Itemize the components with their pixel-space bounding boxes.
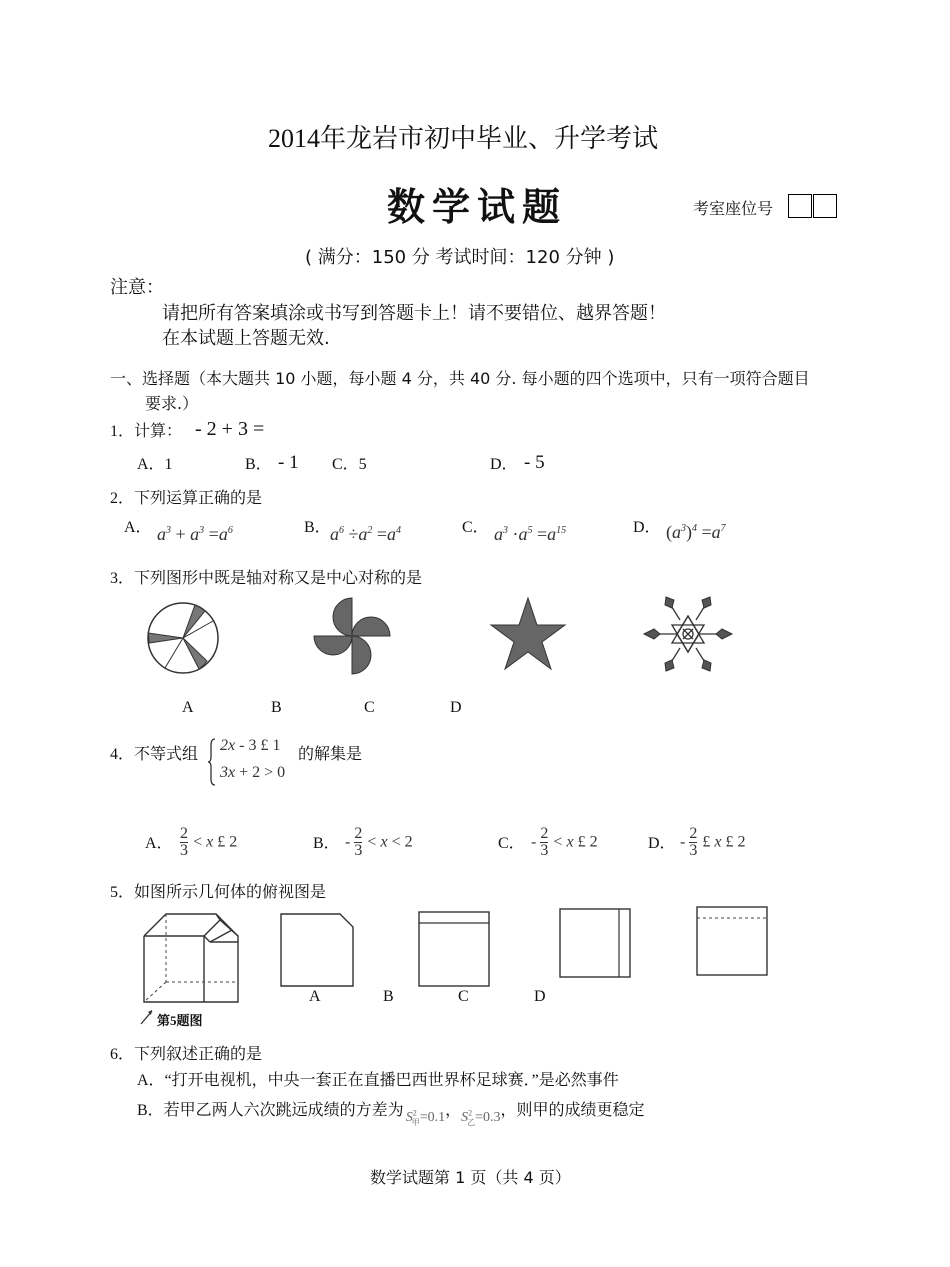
notice-line-1: 请把所有答案填涂或书写到答题卡上！请不要错位、越界答题！: [162, 303, 666, 324]
q4-option-c-formula: - 2 3 < x £ 2: [531, 825, 598, 859]
q2-option-b-label: B．: [304, 519, 331, 536]
q2-option-d-label: D．: [633, 519, 661, 536]
q1-option-d-label: D．: [490, 456, 518, 473]
q4-option-a-label: A．: [145, 835, 173, 852]
q2-option-a-formula: $a^3 + a^3 =a^6$: [157, 524, 233, 544]
q4-stem-tail: 的解集是: [298, 746, 363, 763]
q3-figure-a-circle: [145, 603, 223, 673]
q6-stem: 6．下列叙述正确的是: [110, 1046, 263, 1063]
q2-stem: 2．下列运算正确的是: [110, 490, 263, 507]
q4-stem: 4．不等式组: [110, 746, 199, 763]
q2-option-b-formula: $a^6 \div a^2 =a^4$: [330, 524, 402, 544]
q3-figure-b-pinwheel: [312, 596, 392, 676]
q5-option-c-view: [559, 908, 631, 978]
q4-option-b-formula: - 2 3 < x < 2: [345, 825, 413, 859]
q3-figure-c-star: [490, 598, 566, 670]
q6-variance-yi: $S^2_乙=0.3$: [461, 1108, 501, 1127]
q5-figure-caption: 第5题图: [157, 1013, 203, 1028]
q2-option-d-formula: $(a^3)^4 =a^7$: [666, 522, 726, 542]
score-time-line: ( 满分：150 分 考试时间：120 分钟 ): [305, 247, 615, 268]
q4-inequality-2: 3x + 2 > 0: [220, 764, 286, 781]
seat-number-box-1: [788, 194, 812, 218]
q3-figure-d-snowflake: [642, 594, 734, 674]
q5-option-a-view: [280, 913, 354, 987]
q6-option-b-text: B．若甲乙两人六次跳远成绩的方差为 $S^2_甲=0.1$，$S^2_乙=0.3$，则甲的成绩更稳定: [137, 1102, 645, 1127]
q1-expression: - 2 + 3 =: [195, 418, 265, 440]
q4-option-a-formula: 2 3 < x £ 2: [180, 825, 238, 859]
q5-option-d-view: [696, 906, 768, 976]
q4-option-c-label: C．: [498, 835, 525, 852]
q5-caption-arrow: [140, 1009, 154, 1025]
q2-option-a-label: A．: [124, 519, 152, 536]
q6-variance-jia: $S^2_甲=0.1$: [405, 1108, 446, 1127]
q3-label-c: C: [364, 699, 375, 716]
q4-system-brace: [208, 737, 218, 787]
q1-option-d-value: - 5: [524, 452, 545, 473]
q5-option-b-view: [418, 911, 490, 987]
q5-stem: 5．如图所示几何体的俯视图是: [110, 884, 327, 901]
q3-label-a: A: [182, 699, 194, 716]
q5-solid-figure: [138, 910, 238, 1006]
q3-stem: 3．下列图形中既是轴对称又是中心对称的是: [110, 570, 423, 587]
q3-label-b: B: [271, 699, 282, 716]
notice-label: 注意：: [110, 277, 164, 298]
subject-title: 数学试题: [387, 187, 568, 229]
q4-option-d-formula: - 2 3 £ x £ 2: [680, 825, 746, 859]
q1-option-c: C．5: [332, 456, 367, 473]
q1-option-b-value: - 1: [278, 452, 299, 473]
q5-label-c: C: [458, 988, 469, 1005]
q6-option-b-pre: B．若甲乙两人六次跳远成绩的方差为: [137, 1102, 404, 1119]
section-heading: 一、选择题（本大题共 10 小题，每小题 4 分，共 40 分. 每小题的四个选项中，只有一项符合题目: [110, 369, 810, 388]
seat-number-label: 考室座位号: [693, 199, 774, 218]
q4-option-b-label: B．: [313, 835, 340, 852]
q2-option-c-label: C．: [462, 519, 489, 536]
q6-option-b-post: ，则甲的成绩更稳定: [500, 1102, 645, 1119]
notice-line-2: 在本试题上答题无效.: [162, 328, 330, 349]
q6-option-a: A．“打开电视机，中央一套正在直播巴西世界杯足球赛．”是必然事件: [137, 1072, 619, 1089]
q3-label-d: D: [450, 699, 462, 716]
q1-option-b-label: B．: [245, 456, 272, 473]
q1-option-a: A．1: [137, 456, 173, 473]
q2-option-c-formula: $a^3 \cdot a^5 =a^{15}$: [494, 524, 567, 544]
q1-stem: 1．计算：: [110, 423, 183, 440]
page-footer: 数学试题第 1 页（共 4 页）: [370, 1168, 571, 1187]
q5-label-a: A: [309, 988, 321, 1005]
q5-label-d: D: [534, 988, 546, 1005]
section-heading-continued: 要求.）: [145, 394, 199, 413]
q4-option-d-label: D．: [648, 835, 676, 852]
q5-label-b: B: [383, 988, 394, 1005]
q4-inequality-1: 2x - 3 £ 1: [220, 737, 281, 754]
exam-title: 2014年龙岩市初中毕业、升学考试: [268, 124, 659, 153]
seat-number-box-2: [813, 194, 837, 218]
